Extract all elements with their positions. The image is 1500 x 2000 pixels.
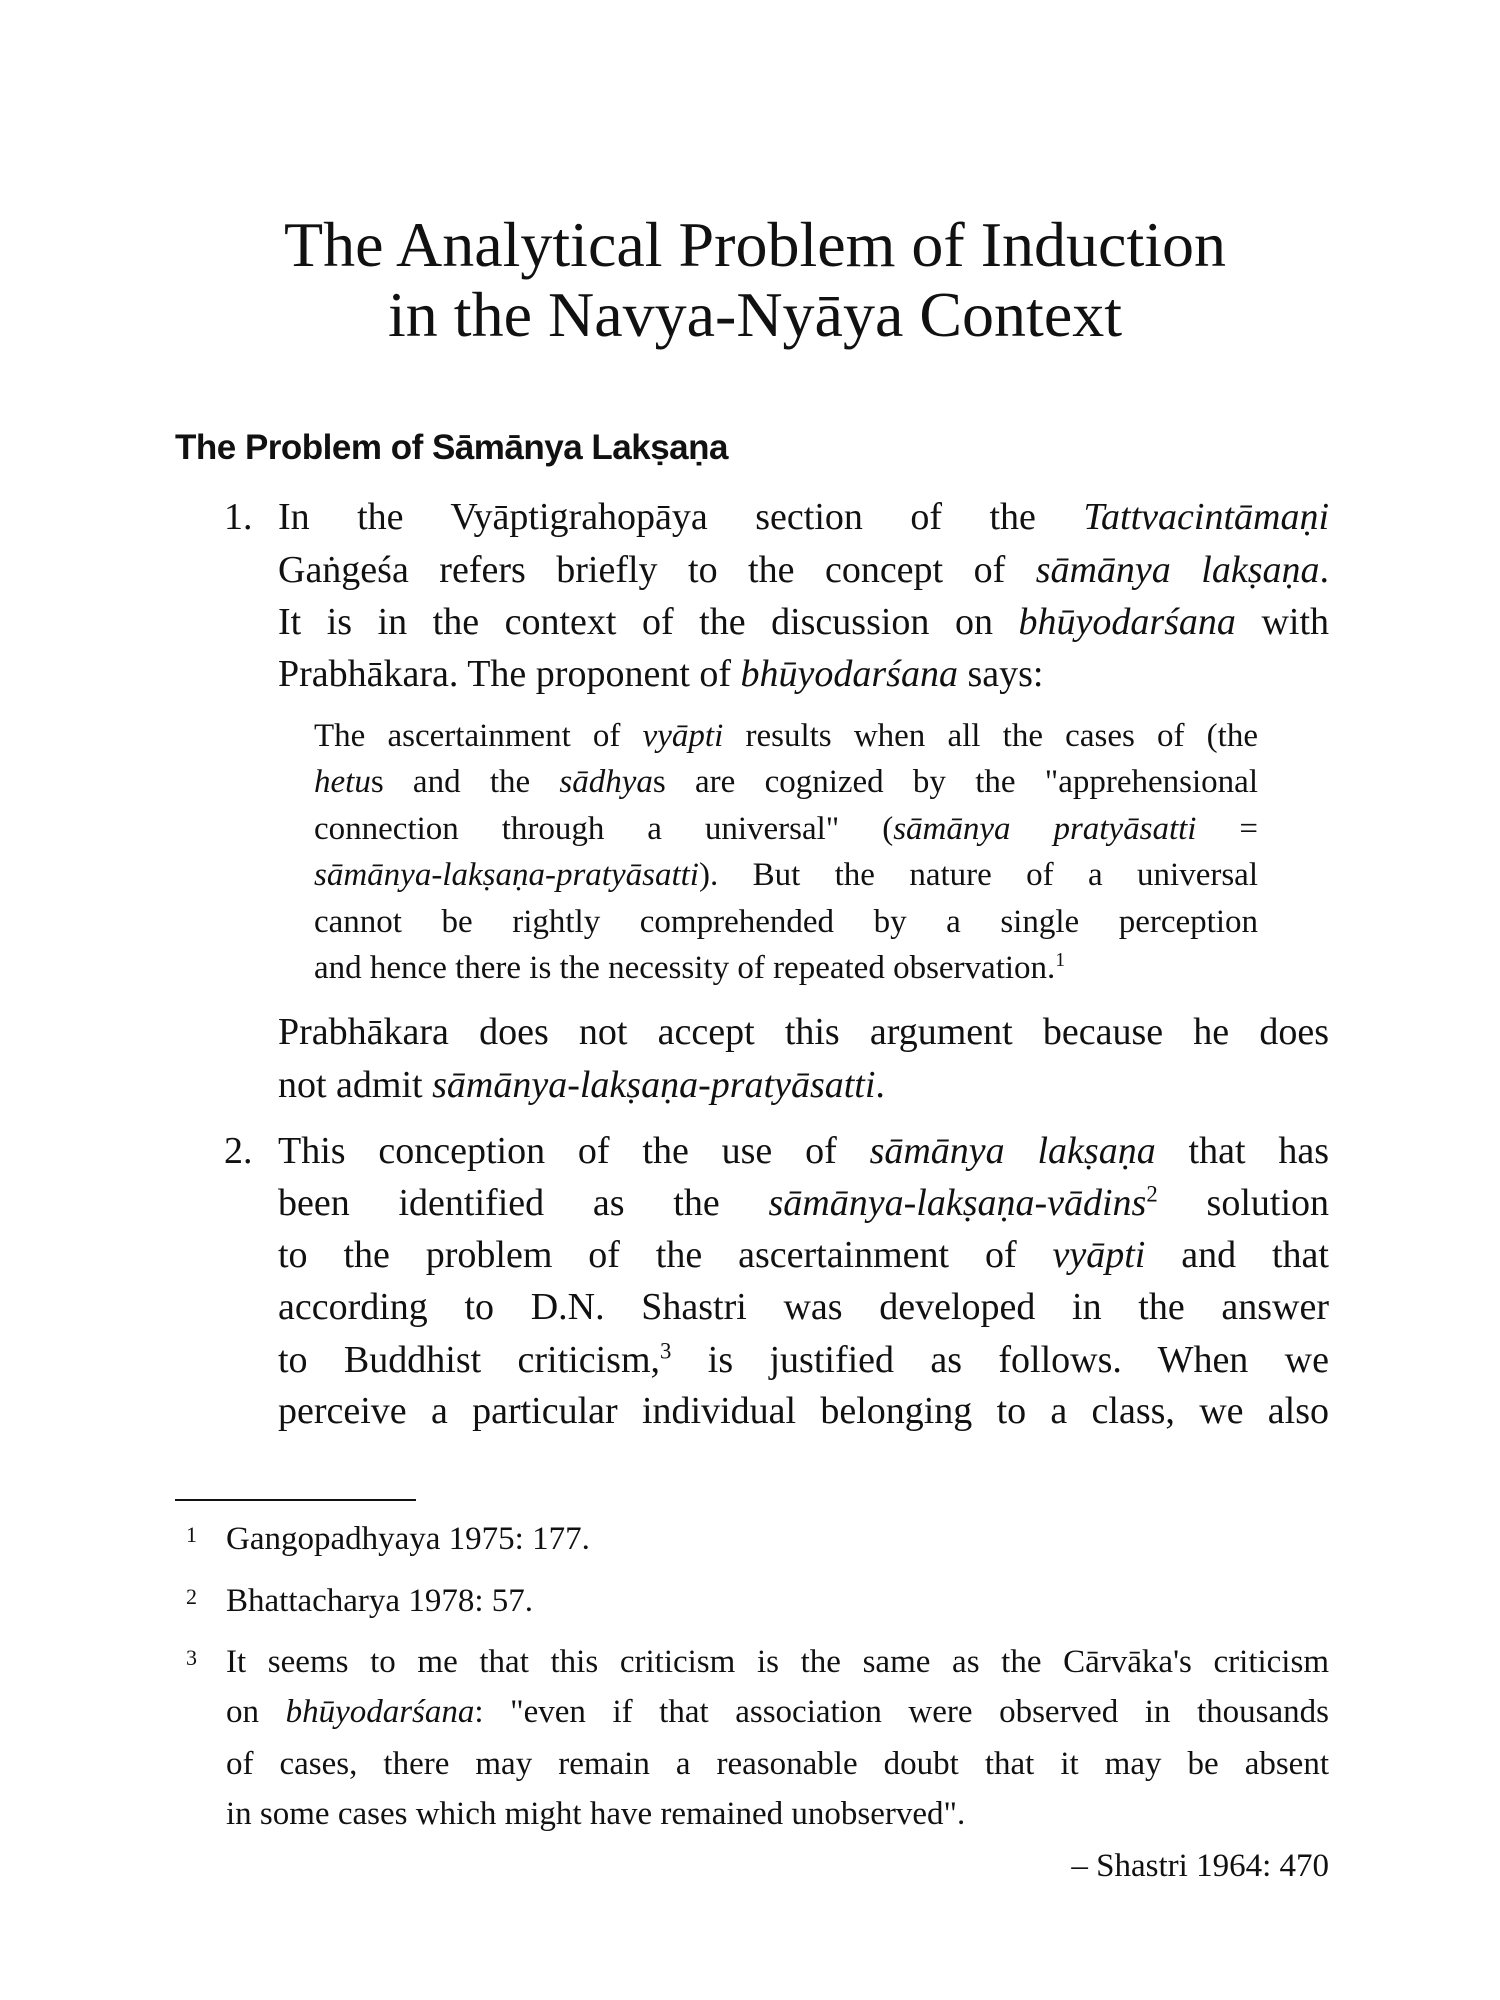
text-run: The ascertainment of [314,718,643,754]
text-run: and hence there is the necessity of repeated observation. [314,950,1056,986]
section-heading: The Problem of Sāmānya Lakṣaṇa [175,428,728,467]
item1-line [278,596,1329,648]
italic-term: vyāpti [642,718,724,754]
text-run: of cases, there may remain a reasonable doubt that it may be absent [226,1746,1329,1782]
quote-line [314,945,1258,991]
text-run: not admit [278,1064,433,1106]
text-run: s are cognized by the "apprehensional [652,764,1258,800]
italic-term: sāmānya-lakṣaṇa-pratyāsatti [432,1064,876,1106]
text-run: is justified as follows. When we [671,1339,1329,1381]
footnote-ref: 1 [1055,949,1066,971]
quote-line [314,899,1258,945]
text-run: to the problem of the ascertainment of [278,1234,1053,1276]
item2-line [278,1177,1329,1229]
text-run: Prabhākara does not accept this argument because he does [278,1011,1329,1053]
text-run: Gaṅgeśa refers briefly to the concept of [278,549,1036,591]
italic-term: bhūyodarśana [285,1694,475,1730]
text-run: connection through a universal" ( [314,811,894,847]
footnotes-line [226,1516,1329,1562]
footnotes-line [226,1689,1329,1735]
footnote-ref: 3 [660,1338,672,1364]
item2-line [278,1385,1329,1437]
text-run: cannot be rightly comprehended by a single perception [314,904,1258,940]
quote-line [314,806,1258,852]
text-run: and that [1145,1234,1329,1276]
footnote-rule [175,1499,416,1501]
italic-term: bhūyodarśana [740,653,958,695]
italic-term: sāmānya pratyāsatti [893,811,1197,847]
text-run: results when all the cases of (the [723,718,1258,754]
footnotes-line [226,1578,1329,1624]
text-run: solution [1157,1182,1329,1224]
italic-term: sādhya [559,764,653,800]
text-run: = [1196,811,1258,847]
text-run: that has [1155,1130,1329,1172]
after-quote-line [278,1059,1329,1111]
title-line-2: in the Navya-Nyāya Context [388,279,1122,350]
text-run: In the Vyāptigrahopāya section of the [278,496,1084,538]
footnote-number-2: 2 [186,1584,197,1609]
footnote-number-1: 1 [186,1522,197,1547]
text-run: . [875,1064,885,1106]
italic-term: sāmānya-lakṣaṇa-pratyāsatti [314,857,699,893]
footnotes-line [226,1741,1329,1787]
text-run: Bhattacharya 1978: 57. [226,1583,533,1619]
italic-term: sāmānya-lakṣaṇa-vādins [768,1182,1147,1224]
footnotes-line [226,1639,1329,1685]
text-run: It is in the context of the discussion on [278,601,1019,643]
text-run: to Buddhist criticism, [278,1339,660,1381]
italic-term: sāmānya lakṣaṇa [869,1130,1156,1172]
item1-line [278,648,1329,700]
quote-line [314,852,1258,898]
text-run: in some cases which might have remained unobserved". [226,1796,966,1832]
italic-term: bhūyodarśana [1018,601,1236,643]
quote-line [314,759,1258,805]
italic-term: vyāpti [1052,1234,1146,1276]
text-run: This conception of the use of [278,1130,870,1172]
italic-term: hetu [314,764,371,800]
text-run: perceive a particular individual belonging to a class, we also [278,1390,1329,1432]
item-number-2: 2. [224,1130,253,1172]
footnote-number-3: 3 [186,1645,197,1670]
italic-term: Tattvacintāmaṇi [1083,496,1329,538]
item2-line [278,1229,1329,1281]
text-run: been identified as the [278,1182,769,1224]
text-run: according to D.N. Shastri was developed in the answer [278,1286,1329,1328]
footnotes-line [226,1791,1329,1837]
text-run: . [1319,549,1329,591]
footnote-ref: 2 [1146,1181,1158,1207]
text-run: : "even if that association were observed in thousands [474,1694,1329,1730]
italic-term: sāmānya lakṣaṇa [1035,549,1320,591]
text-run: It seems to me that this criticism is the same as the Cārvāka's criticism [226,1644,1329,1680]
text-run: s and the [370,764,560,800]
item2-line [278,1281,1329,1333]
title-line-1: The Analytical Problem of Induction [284,209,1226,280]
text-run: Prabhākara. The proponent of [278,653,741,695]
text-run: on [226,1694,286,1730]
footnote-attribution: – Shastri 1964: 470 [1071,1848,1329,1884]
text-run: Gangopadhyaya 1975: 177. [226,1521,590,1557]
after-quote-line [278,1006,1329,1058]
item2-line [278,1334,1329,1386]
quote-line [314,713,1258,759]
text-run: ). But the nature of a universal [698,857,1258,893]
item1-line [278,491,1329,543]
item1-line [278,544,1329,596]
item2-line [278,1125,1329,1177]
text-run: says: [957,653,1044,695]
item-number-1: 1. [224,496,253,538]
text-run: with [1235,601,1329,643]
